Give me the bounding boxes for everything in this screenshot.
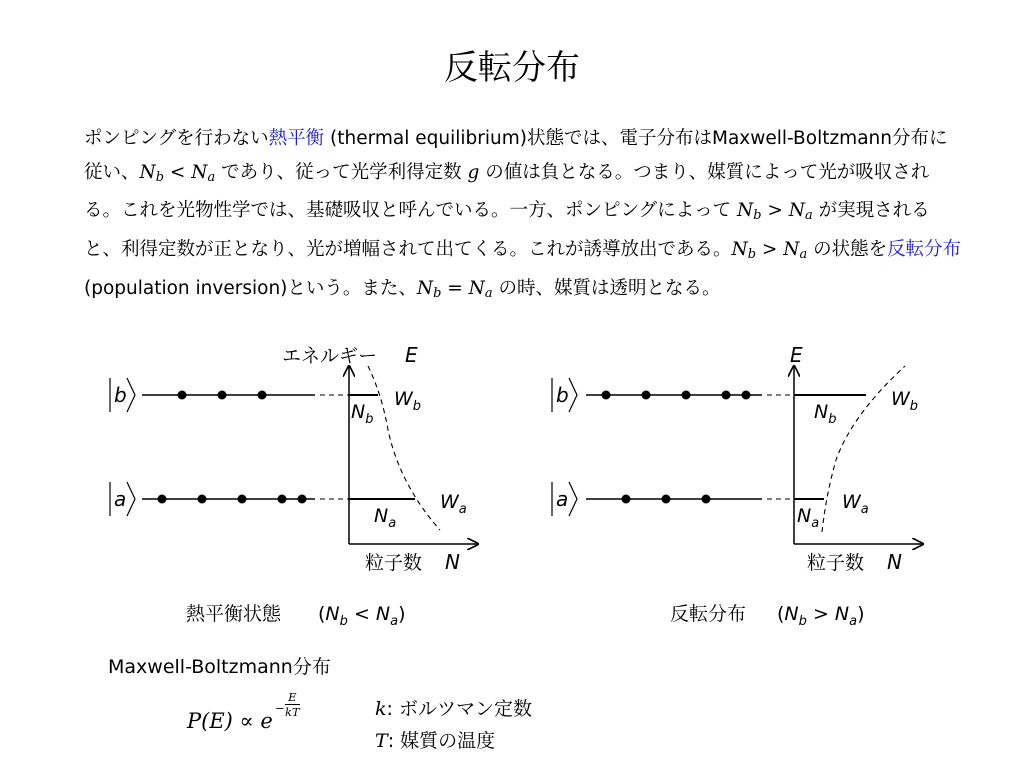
electron [622, 495, 631, 504]
wa-label-left: $W_a$ [440, 491, 467, 517]
count-axis-label-left: 粒子数 [365, 552, 423, 574]
svg-text:(Nb < Na): $(N_b < N_a)$ [318, 603, 406, 629]
electron [258, 391, 267, 400]
svg-text:a: a [556, 487, 569, 511]
ket-b-left [110, 378, 135, 412]
para-seg-3: であり、従って光学利得定数 [215, 161, 468, 183]
math-nb-gt-na-2: $N_b > N_a$ [731, 238, 808, 263]
ket-a-right [552, 482, 577, 516]
na-label-right: $N_a$ [797, 505, 820, 531]
para-seg-8: の時、媒質は透明となる。 [492, 277, 721, 299]
wa-label-right: $W_a$ [842, 491, 869, 517]
math-nb-eq-na: $N_b = N_a$ [416, 277, 493, 301]
energy-symbol-left: E [405, 343, 418, 367]
term-thermal-equilibrium: 熱平衡 [268, 128, 325, 149]
para-seg-5: が実現されると、利得定数が正となり、光が増幅されて出てくる。これが誘導放出である。 [84, 200, 930, 260]
electron [178, 391, 187, 400]
electron [722, 391, 731, 400]
svg-text:反転分布: 反転分布 [670, 603, 747, 625]
electron [742, 391, 751, 400]
energy-axis-label-left: エネルギー [282, 345, 378, 367]
para-seg-4: の値は負となる。つまり、媒質によって光が吸収される。これを光物性学では、基礎吸収と呼んでいる。一方、ポンピングによって [84, 161, 930, 222]
term-population-inversion: 反転分布 [887, 238, 962, 260]
para-seg-7: (population inversion)という。また、 [84, 277, 417, 299]
para-seg-1: ポンピングを行わない [84, 128, 269, 149]
para-seg-2: (thermal equilibrium)状態では、電子分布はMaxwell-Boltzmann分布に従い、 [84, 128, 948, 183]
left-diagram [110, 343, 478, 629]
wb-label-left: $W_b$ [394, 388, 422, 414]
energy-symbol-right: E [790, 343, 803, 367]
svg-text:b: b [114, 383, 127, 407]
nb-label-right: $N_b$ [814, 401, 837, 427]
svg-text:b: b [556, 383, 569, 407]
svg-text:(Nb > Na): $(N_b > N_a)$ [777, 603, 865, 629]
boltzmann-formula [187, 690, 347, 750]
legend-t: T: 媒質の温度 [375, 730, 496, 752]
electron [278, 495, 287, 504]
right-caption [670, 603, 865, 629]
electron [158, 495, 167, 504]
math-gain-g: g [467, 161, 480, 183]
wb-label-right: $W_b$ [891, 388, 919, 414]
electron [198, 495, 207, 504]
maxwell-boltzmann-label: Maxwell-Boltzmann分布 [108, 656, 331, 678]
svg-text:熱平衡状態: 熱平衡状態 [186, 603, 282, 625]
svg-text:a: a [114, 487, 127, 511]
electron [238, 495, 247, 504]
electron [702, 495, 711, 504]
electron [602, 391, 611, 400]
math-nb-gt-na: $N_b > N_a$ [737, 200, 813, 224]
count-symbol-right: N [887, 550, 902, 574]
legend-k: k: ボルツマン定数 [375, 698, 532, 720]
para-seg-6: の状態を [807, 238, 888, 260]
electron [298, 495, 307, 504]
formula-main: P(E) ∝ e [187, 709, 273, 733]
nb-label-left: $N_b$ [351, 401, 374, 427]
page-title: 反転分布 [444, 48, 580, 88]
ket-a-left [110, 482, 135, 516]
electron [682, 391, 691, 400]
count-symbol-left: N [445, 550, 460, 574]
electron [218, 391, 227, 400]
electron [642, 391, 651, 400]
left-caption [186, 603, 406, 629]
formula-exponent: − E kT [275, 690, 300, 719]
math-nb-lt-na: $N_b < N_a$ [139, 161, 216, 185]
count-axis-label-right: 粒子数 [807, 552, 865, 574]
ket-b-right [552, 378, 577, 412]
electron [662, 495, 671, 504]
na-label-left: $N_a$ [374, 505, 397, 531]
right-diagram [552, 343, 923, 629]
